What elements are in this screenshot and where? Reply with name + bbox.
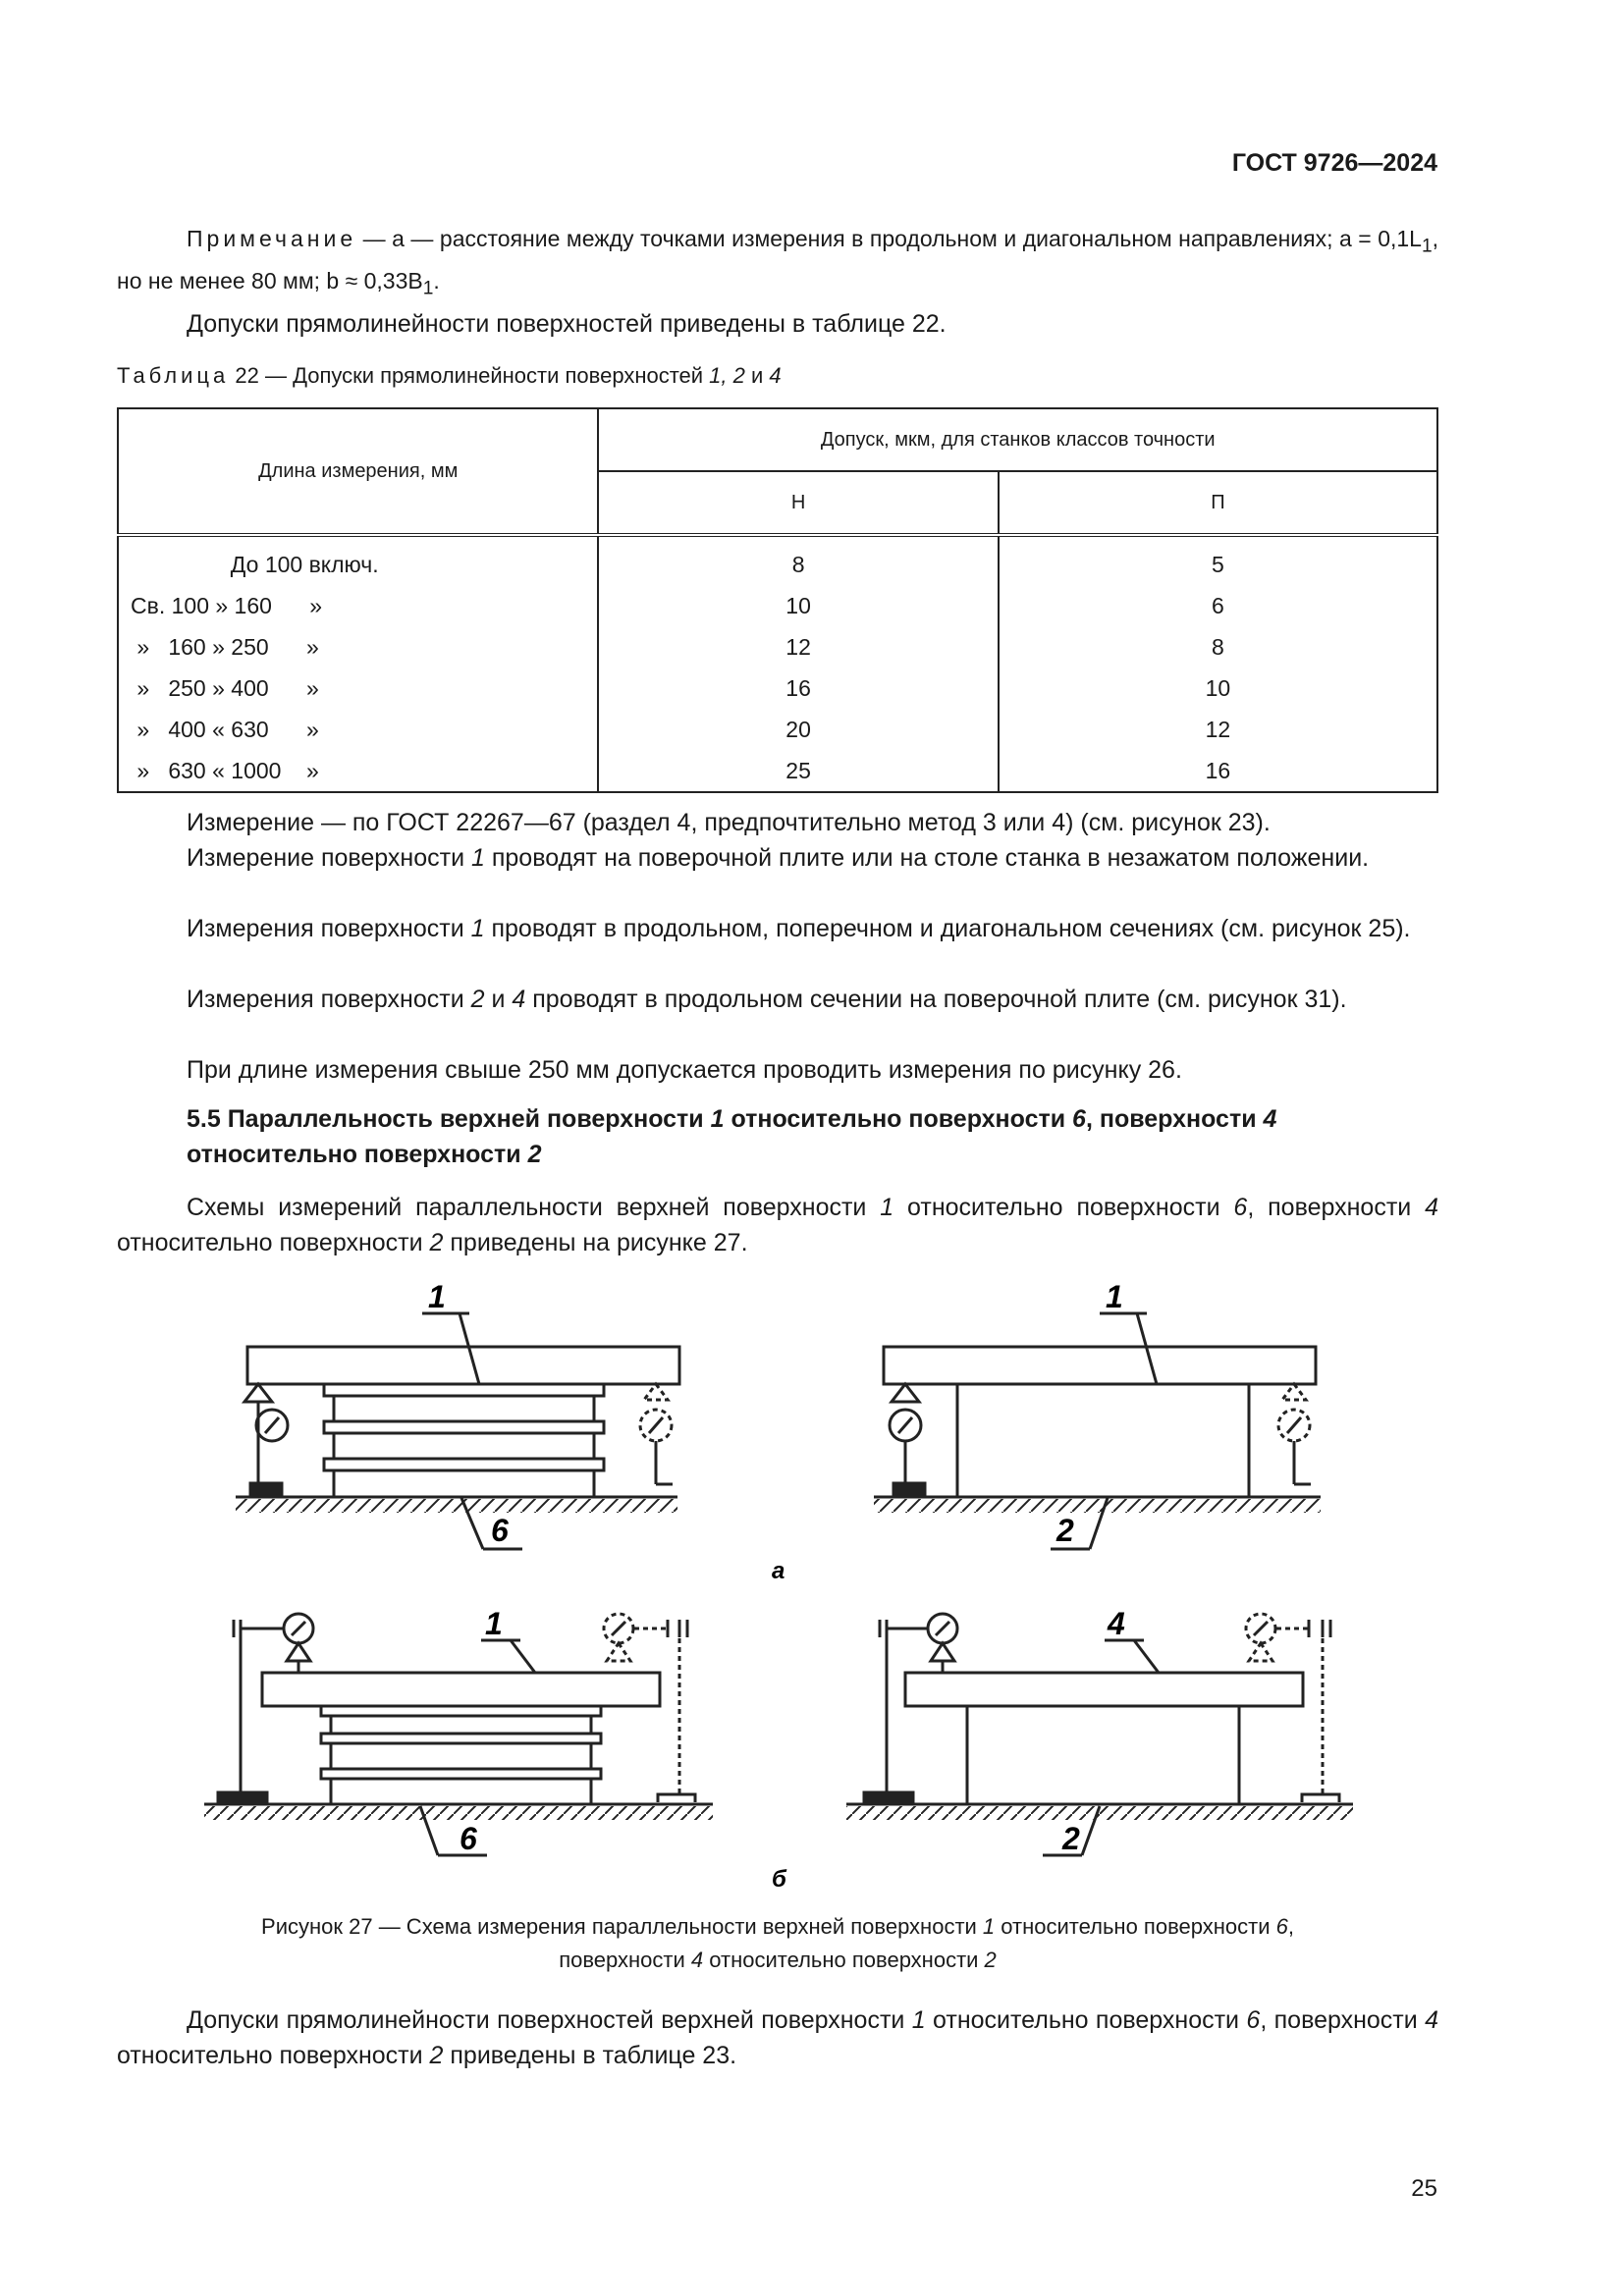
figure-caption xyxy=(117,1910,1438,1977)
table-caption-num: 22 — Допуски прямолинейности поверхностей xyxy=(229,363,710,388)
surface-ref: 2 xyxy=(470,986,485,1013)
row-length: » 250 » 400 » xyxy=(118,667,598,709)
surface-ref: 2 xyxy=(527,1141,542,1168)
surface-ref: 6 xyxy=(1246,2006,1261,2034)
label-surface-1: 1 xyxy=(485,1606,503,1641)
note-text: — a — расстояние между точками измерения в продольном и диагональном направлениях; a = 0,1L xyxy=(356,226,1422,251)
paragraph-measurement: Измерение — по ГОСТ 22267—67 (раздел 4, предпочтительно метод 3 или 4) (см. рисунок 23). xyxy=(187,809,1271,836)
text: относительно поверхности xyxy=(995,1914,1276,1939)
text: относительно поверхности xyxy=(117,2042,430,2069)
note-sub2: 1 xyxy=(422,278,434,299)
label-surface-2: 2 xyxy=(1056,1513,1074,1548)
label-surface-6: 6 xyxy=(491,1513,509,1548)
text: , xyxy=(1287,1914,1294,1939)
table-caption-and: и xyxy=(744,363,770,388)
text: относительно поверхности xyxy=(703,1948,985,1972)
surface-ref: 1 xyxy=(470,915,485,942)
surface-ref: 4 xyxy=(1425,1194,1439,1221)
row-length: » 630 « 1000 » xyxy=(118,750,598,792)
surface-ref: 4 xyxy=(690,1948,704,1972)
text: относительно поверхности xyxy=(925,2006,1247,2034)
scheme-b-right xyxy=(846,1614,1353,1855)
surface-ref: 1 xyxy=(471,844,485,872)
surface-ref: 2 xyxy=(429,2042,444,2069)
text: 5.5 Параллельность верхней поверхности xyxy=(187,1105,711,1133)
row-length: До 100 включ. xyxy=(118,535,598,585)
surface-ref: 4 xyxy=(512,986,526,1013)
note-label: Примечание xyxy=(187,226,357,251)
row-p: 16 xyxy=(999,750,1437,792)
row-p: 12 xyxy=(999,709,1437,750)
text: приведены в таблице 23. xyxy=(443,2042,737,2069)
surface-ref: 2 xyxy=(429,1229,444,1256)
header-tolerance: Допуск, мкм, для станков классов точности xyxy=(598,408,1437,471)
row-h: 12 xyxy=(598,626,998,667)
row-p: 6 xyxy=(999,585,1437,626)
label-surface-2: 2 xyxy=(1062,1821,1080,1856)
surface-ref: 4 xyxy=(1263,1105,1277,1133)
header-class-p: П xyxy=(999,471,1437,535)
header-class-h: Н xyxy=(598,471,998,535)
note-sub1: 1 xyxy=(1421,236,1433,257)
row-p: 8 xyxy=(999,626,1437,667)
document-header: ГОСТ 9726—2024 xyxy=(1231,149,1437,177)
row-length: » 400 « 630 » xyxy=(118,709,598,750)
text: Рисунок 27 — Схема измерения параллельности верхней поверхности xyxy=(261,1914,983,1939)
row-h: 10 xyxy=(598,585,998,626)
page-number: 25 xyxy=(1411,2175,1437,2202)
paragraph-table-23 xyxy=(117,2002,1438,2073)
row-h: 25 xyxy=(598,750,998,792)
text: , поверхности xyxy=(1247,1194,1426,1221)
text: Схемы измерений параллельности верхней поверхности xyxy=(187,1194,881,1221)
surface-ref: 6 xyxy=(1072,1105,1086,1133)
text: , поверхности xyxy=(1085,1105,1264,1133)
row-length: » 160 » 250 » xyxy=(118,626,598,667)
text: Измерение поверхности xyxy=(187,844,471,872)
table-caption-last: 4 xyxy=(769,363,782,388)
surface-ref: 6 xyxy=(1233,1194,1248,1221)
label-surface-1: 1 xyxy=(428,1279,446,1314)
text: относительно поверхности xyxy=(893,1194,1234,1221)
text: Измерения поверхности xyxy=(187,915,471,942)
row-h: 16 xyxy=(598,667,998,709)
table-caption-items: 1, 2 xyxy=(709,363,745,388)
note-text2: , но не менее 80 мм; b ≈ 0,33B xyxy=(117,226,1438,294)
text: проводят в продольном сечении на поверочной плите (см. рисунок 31). xyxy=(525,986,1347,1013)
text: относительно поверхности xyxy=(117,1229,430,1256)
paragraph-length-250: При длине измерения свыше 250 мм допускается проводить измерения по рисунку 26. xyxy=(187,1056,1182,1084)
text: и xyxy=(484,986,513,1013)
row-p: 10 xyxy=(999,667,1437,709)
label-surface-4: 4 xyxy=(1108,1606,1125,1641)
note-end: . xyxy=(433,267,440,294)
text: относительно поверхности xyxy=(724,1105,1073,1133)
surface-ref: 1 xyxy=(911,2006,926,2034)
surface-ref: 1 xyxy=(982,1914,996,1939)
scheme-b-left xyxy=(204,1614,713,1855)
subfigure-label-a: а xyxy=(772,1558,785,1584)
text: относительно поверхности xyxy=(187,1141,528,1168)
table-caption-label: Таблица xyxy=(117,363,230,388)
row-length: Св. 100 » 160 » xyxy=(118,585,598,626)
surface-ref: 4 xyxy=(1425,2006,1438,2034)
label-surface-6: 6 xyxy=(460,1821,477,1856)
text: проводят в продольном, поперечном и диагональном сечениях (см. рисунок 25). xyxy=(484,915,1411,942)
text: приведены на рисунке 27. xyxy=(443,1229,748,1256)
text: проводят на поверочной плите или на столе станка в незажатом положении. xyxy=(484,844,1370,872)
surface-ref: 1 xyxy=(710,1105,725,1133)
scheme-a-right xyxy=(874,1313,1321,1549)
surface-ref: 6 xyxy=(1275,1914,1288,1939)
row-p: 5 xyxy=(999,535,1437,585)
row-h: 8 xyxy=(598,535,998,585)
text: поверхности xyxy=(559,1948,691,1972)
text: Измерения поверхности xyxy=(187,986,471,1013)
row-h: 20 xyxy=(598,709,998,750)
surface-ref: 1 xyxy=(880,1194,894,1221)
surface-ref: 2 xyxy=(984,1948,997,1972)
text: Допуски прямолинейности поверхностей верхней поверхности xyxy=(187,2006,912,2034)
scheme-a-left xyxy=(236,1313,679,1549)
label-surface-1: 1 xyxy=(1106,1279,1123,1314)
text: , поверхности xyxy=(1260,2006,1426,2034)
intro-paragraph: Допуски прямолинейности поверхностей приведены в таблице 22. xyxy=(187,310,947,338)
subfigure-label-b: б xyxy=(772,1866,786,1893)
header-length: Длина измерения, мм xyxy=(118,408,598,535)
